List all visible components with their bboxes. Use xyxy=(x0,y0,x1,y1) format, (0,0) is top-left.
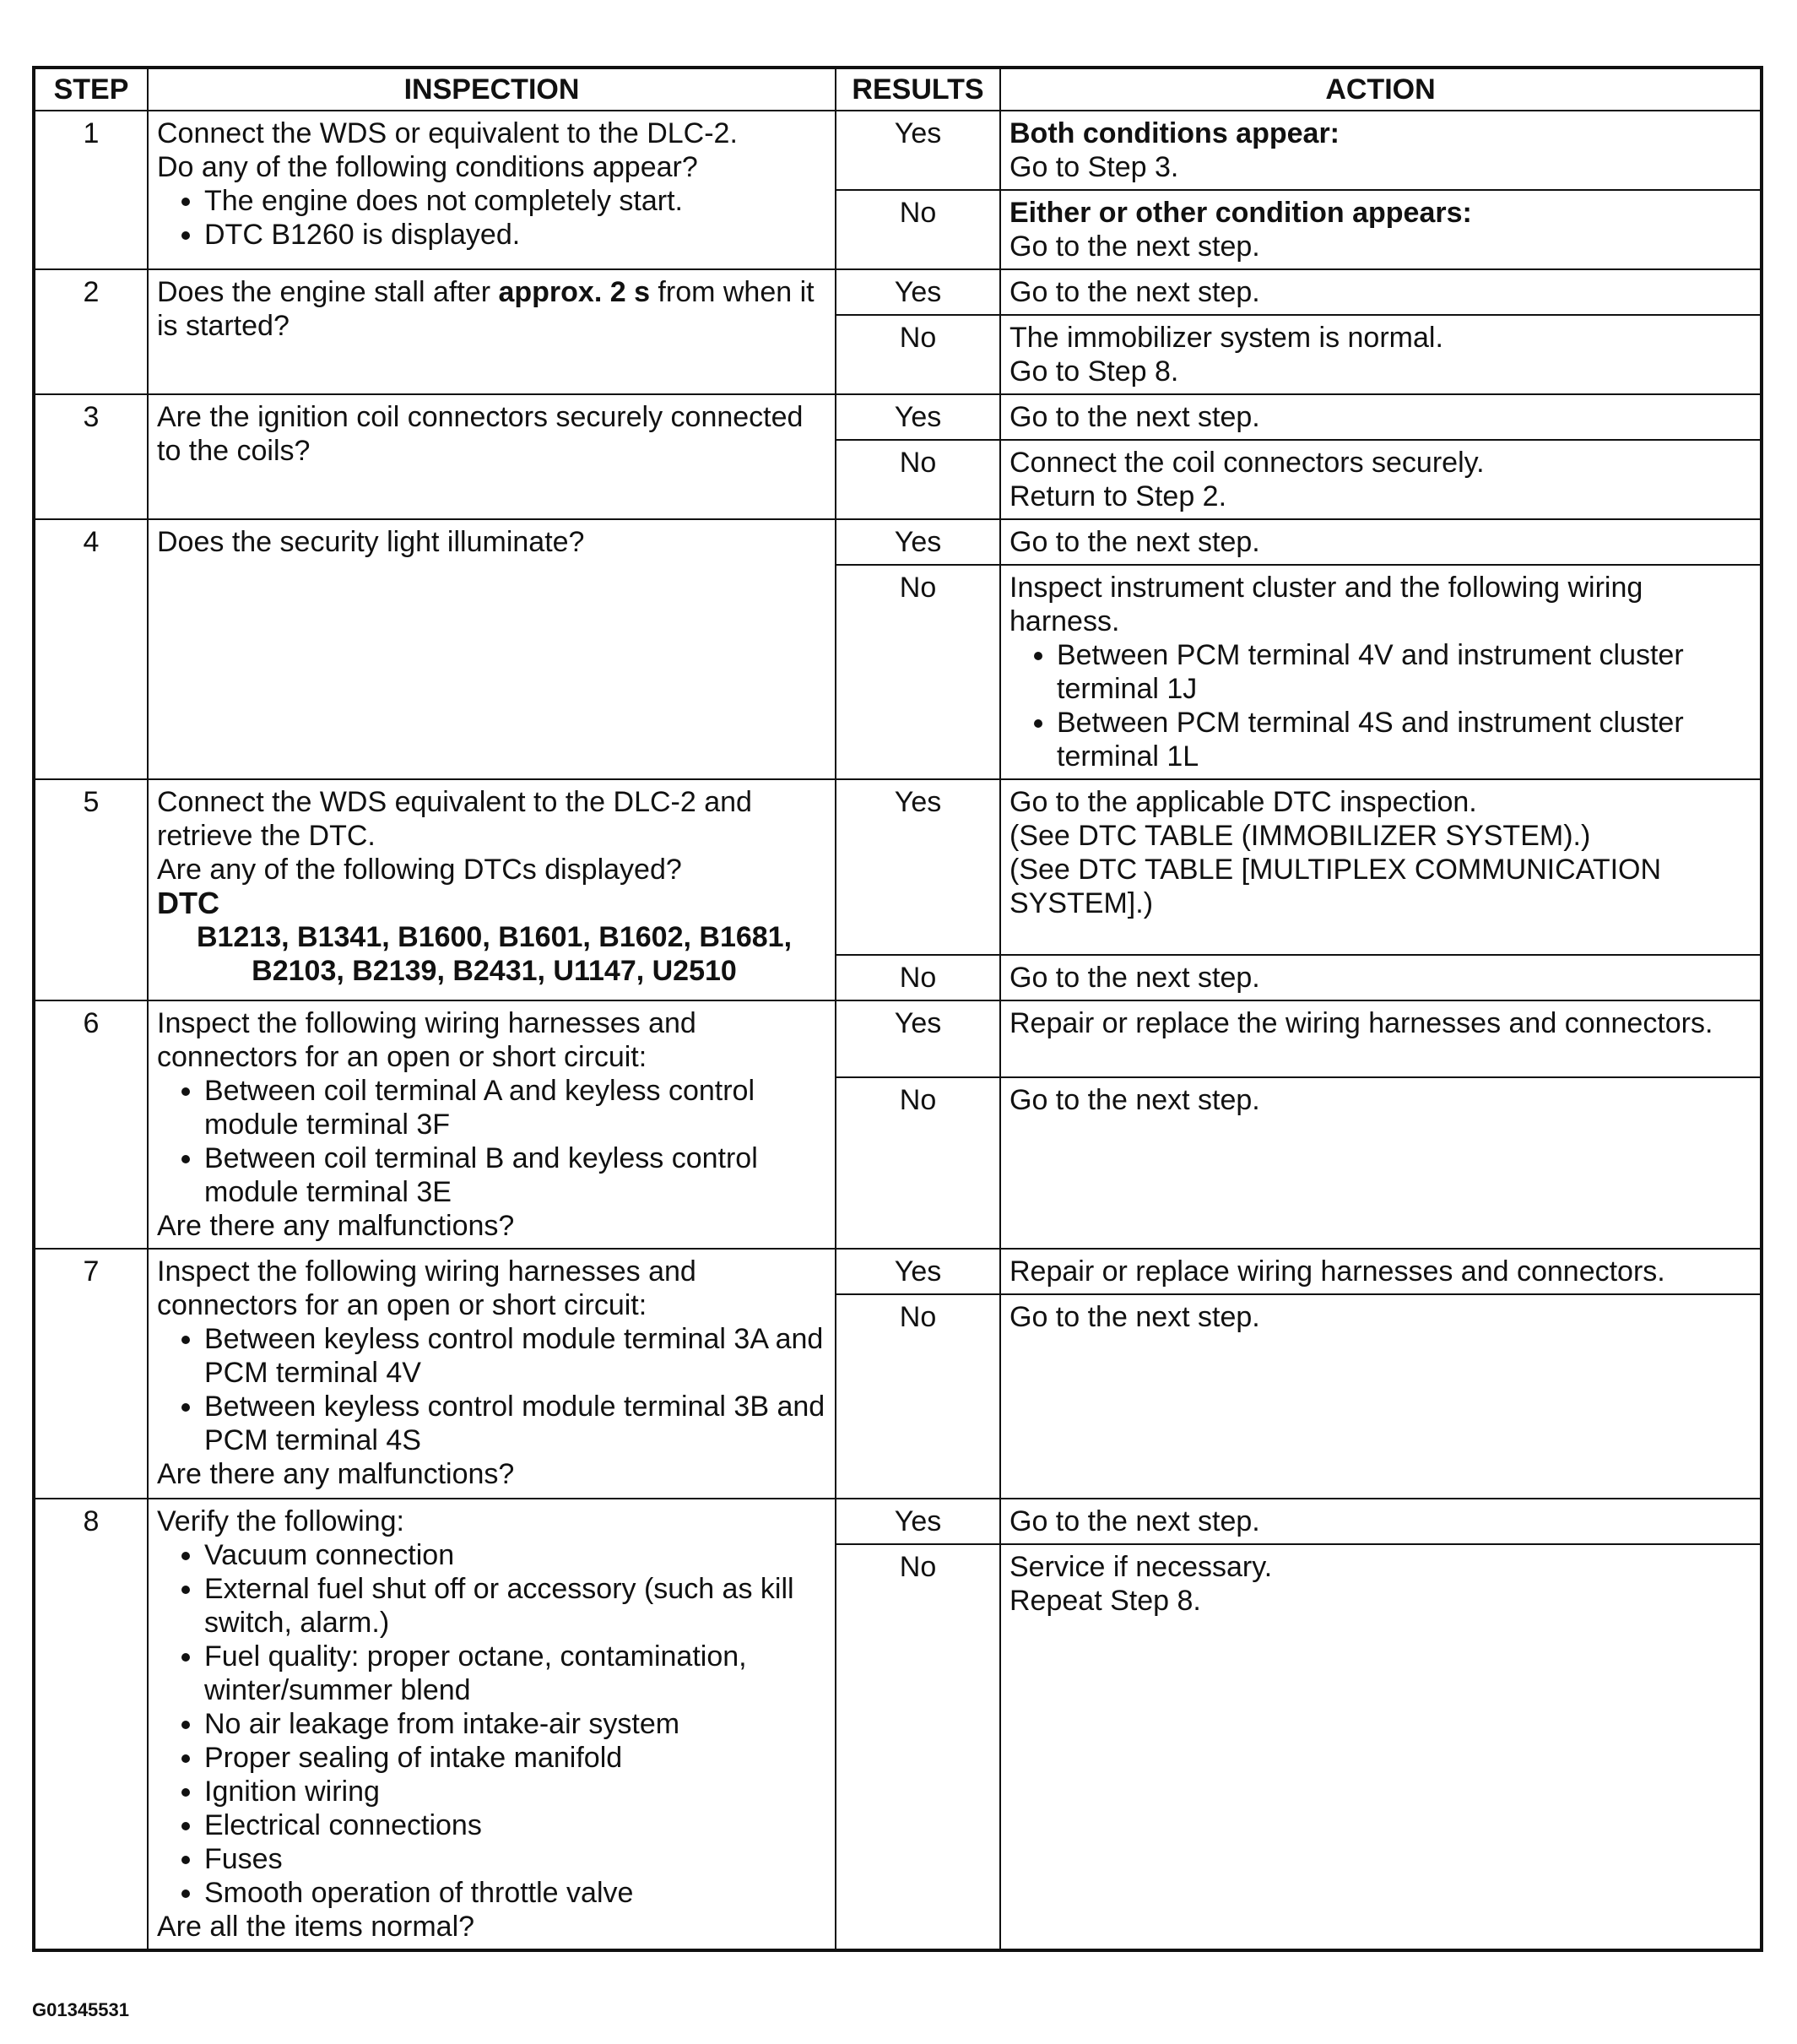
inspection-text: Do any of the following conditions appear? xyxy=(157,151,698,183)
header-row xyxy=(34,68,1762,111)
inspection-question: Are there any malfunctions? xyxy=(157,1458,515,1490)
result-no: No xyxy=(836,315,1000,394)
condition-list xyxy=(157,184,826,252)
list-item: • Vacuum connection xyxy=(204,1538,826,1572)
list-item: • Between PCM terminal 4S and instrument cluster terminal 1L xyxy=(1057,706,1751,773)
action-cell xyxy=(1000,565,1762,779)
table-row xyxy=(34,519,1762,565)
action-text: Repair or replace wiring harnesses and connectors. xyxy=(1000,1249,1762,1294)
action-heading: Either or other condition appears: xyxy=(1009,197,1472,229)
result-no: No xyxy=(836,190,1000,269)
inspection-text: Does the security light illuminate? xyxy=(148,519,836,779)
result-no: No xyxy=(836,565,1000,779)
list-item: • Electrical connections xyxy=(204,1808,826,1842)
inspection-text: from when it is started? xyxy=(157,276,815,342)
list-item: • Between keyless control module terminal 3B and PCM terminal 4S xyxy=(204,1390,826,1457)
result-yes: Yes xyxy=(836,111,1000,190)
inspection-text: Verify the following: xyxy=(157,1505,404,1537)
inspection-text: Connect the WDS equivalent to the DLC-2 and retrieve the DTC. xyxy=(157,786,752,852)
list-item: • Between keyless control module terminal 3A and PCM terminal 4V xyxy=(204,1322,826,1390)
list-item: • Fuel quality: proper octane, contamination, winter/summer blend xyxy=(204,1640,826,1707)
result-yes: Yes xyxy=(836,394,1000,440)
inspection-cell xyxy=(148,269,836,394)
list-item: • Between PCM terminal 4V and instrument cluster terminal 1J xyxy=(1057,638,1751,706)
action-cell xyxy=(1000,440,1762,519)
step-number: 7 xyxy=(34,1249,148,1499)
dtc-codes: B1213, B1341, B1600, B1601, B1602, B1681, xyxy=(196,921,793,953)
list-item: • External fuel shut off or accessory (such as kill switch, alarm.) xyxy=(204,1572,826,1640)
table-row xyxy=(34,1000,1762,1077)
action-cell xyxy=(1000,315,1762,394)
action-text: Go to the next step. xyxy=(1009,230,1260,263)
action-text: Go to the applicable DTC inspection. xyxy=(1009,786,1477,818)
inspection-text: Are the ignition coil connectors securely connected to the coils? xyxy=(148,394,836,519)
list-item: • Between coil terminal A and keyless control module terminal 3F xyxy=(204,1074,826,1141)
action-text: Go to the next step. xyxy=(1000,394,1762,440)
header-step: STEP xyxy=(34,68,148,111)
list-item: • Ignition wiring xyxy=(204,1775,826,1808)
step-number: 8 xyxy=(34,1499,148,1950)
inspection-cell xyxy=(148,779,836,1000)
list-item: • Fuses xyxy=(204,1842,826,1876)
dtc-table-reference: (See DTC TABLE [MULTIPLEX COMMUNICATION SYSTEM].) xyxy=(1009,854,1662,919)
inspection-text: Inspect the following wiring harnesses and connectors for an open or short circuit: xyxy=(157,1007,696,1073)
header-results: RESULTS xyxy=(836,68,1000,111)
action-cell xyxy=(1000,1544,1762,1950)
list-item: • Smooth operation of throttle valve xyxy=(204,1876,826,1910)
action-text: The immobilizer system is normal. xyxy=(1009,322,1443,354)
action-text: Inspect instrument cluster and the following wiring harness. xyxy=(1009,572,1643,637)
result-yes: Yes xyxy=(836,779,1000,955)
list-item: • Proper sealing of intake manifold xyxy=(204,1741,826,1775)
table-row xyxy=(34,1499,1762,1544)
table-row xyxy=(34,394,1762,440)
result-no: No xyxy=(836,1544,1000,1950)
step-number: 1 xyxy=(34,111,148,269)
step-number: 3 xyxy=(34,394,148,519)
action-text: Go to the next step. xyxy=(1000,519,1762,565)
list-item: • Between coil terminal B and keyless control module terminal 3E xyxy=(204,1141,826,1209)
step-number: 6 xyxy=(34,1000,148,1249)
action-text: Go to Step 3. xyxy=(1009,151,1179,183)
table-row xyxy=(34,1249,1762,1294)
table-row xyxy=(34,269,1762,315)
inspection-text: Are any of the following DTCs displayed? xyxy=(157,854,682,886)
list-item: • DTC B1260 is displayed. xyxy=(204,218,826,252)
inspection-cell xyxy=(148,1249,836,1499)
action-text: Repair or replace the wiring harnesses and connectors. xyxy=(1000,1000,1762,1077)
step-number: 2 xyxy=(34,269,148,394)
table-row xyxy=(34,779,1762,955)
wiring-list xyxy=(1009,638,1751,773)
wiring-list xyxy=(157,1074,826,1209)
inspection-text: Connect the WDS or equivalent to the DLC-2. xyxy=(157,117,738,149)
action-text: Go to the next step. xyxy=(1000,1077,1762,1249)
inspection-emphasis: approx. 2 s xyxy=(498,276,650,308)
header-inspection: INSPECTION xyxy=(148,68,836,111)
inspection-text: Inspect the following wiring harnesses and connectors for an open or short circuit: xyxy=(157,1255,696,1321)
inspection-text: Does the engine stall after xyxy=(157,276,499,308)
action-text: Service if necessary. xyxy=(1009,1551,1273,1584)
action-cell xyxy=(1000,111,1762,190)
dtc-table-reference: (See DTC TABLE (IMMOBILIZER SYSTEM).) xyxy=(1009,820,1591,852)
inspection-question: Are there any malfunctions? xyxy=(157,1210,515,1242)
result-no: No xyxy=(836,955,1000,1000)
header-action: ACTION xyxy=(1000,68,1762,111)
result-yes: Yes xyxy=(836,519,1000,565)
wiring-list xyxy=(157,1322,826,1457)
diagnostic-procedure-sheet xyxy=(32,66,1760,1952)
action-text: Go to the next step. xyxy=(1000,1294,1762,1499)
action-text: Return to Step 2. xyxy=(1009,480,1227,512)
action-text: Go to the next step. xyxy=(1000,1499,1762,1544)
inspection-question: Are all the items normal? xyxy=(157,1911,475,1943)
action-text: Go to Step 8. xyxy=(1009,355,1179,388)
action-text: Repeat Step 8. xyxy=(1009,1585,1201,1618)
result-no: No xyxy=(836,1294,1000,1499)
result-yes: Yes xyxy=(836,1000,1000,1077)
action-cell xyxy=(1000,190,1762,269)
action-text: Go to the next step. xyxy=(1000,955,1762,1000)
table-row xyxy=(34,111,1762,190)
action-text: Connect the coil connectors securely. xyxy=(1009,447,1485,479)
action-heading: Both conditions appear: xyxy=(1009,117,1340,149)
action-text: Go to the next step. xyxy=(1000,269,1762,315)
result-no: No xyxy=(836,440,1000,519)
step-number: 5 xyxy=(34,779,148,1000)
dtc-codes: B2103, B2139, B2431, U1147, U2510 xyxy=(252,955,737,987)
verification-list xyxy=(157,1538,826,1910)
step-number: 4 xyxy=(34,519,148,779)
inspection-cell xyxy=(148,1000,836,1249)
inspection-cell xyxy=(148,111,836,269)
dtc-label: DTC xyxy=(157,886,219,920)
result-no: No xyxy=(836,1077,1000,1249)
figure-id: G01345531 xyxy=(32,1999,129,2020)
list-item: • The engine does not completely start. xyxy=(204,184,826,218)
result-yes: Yes xyxy=(836,269,1000,315)
diagnostic-table xyxy=(32,66,1763,1952)
result-yes: Yes xyxy=(836,1249,1000,1294)
result-yes: Yes xyxy=(836,1499,1000,1544)
inspection-cell xyxy=(148,1499,836,1950)
action-cell xyxy=(1000,779,1762,955)
list-item: • No air leakage from intake-air system xyxy=(204,1707,826,1741)
